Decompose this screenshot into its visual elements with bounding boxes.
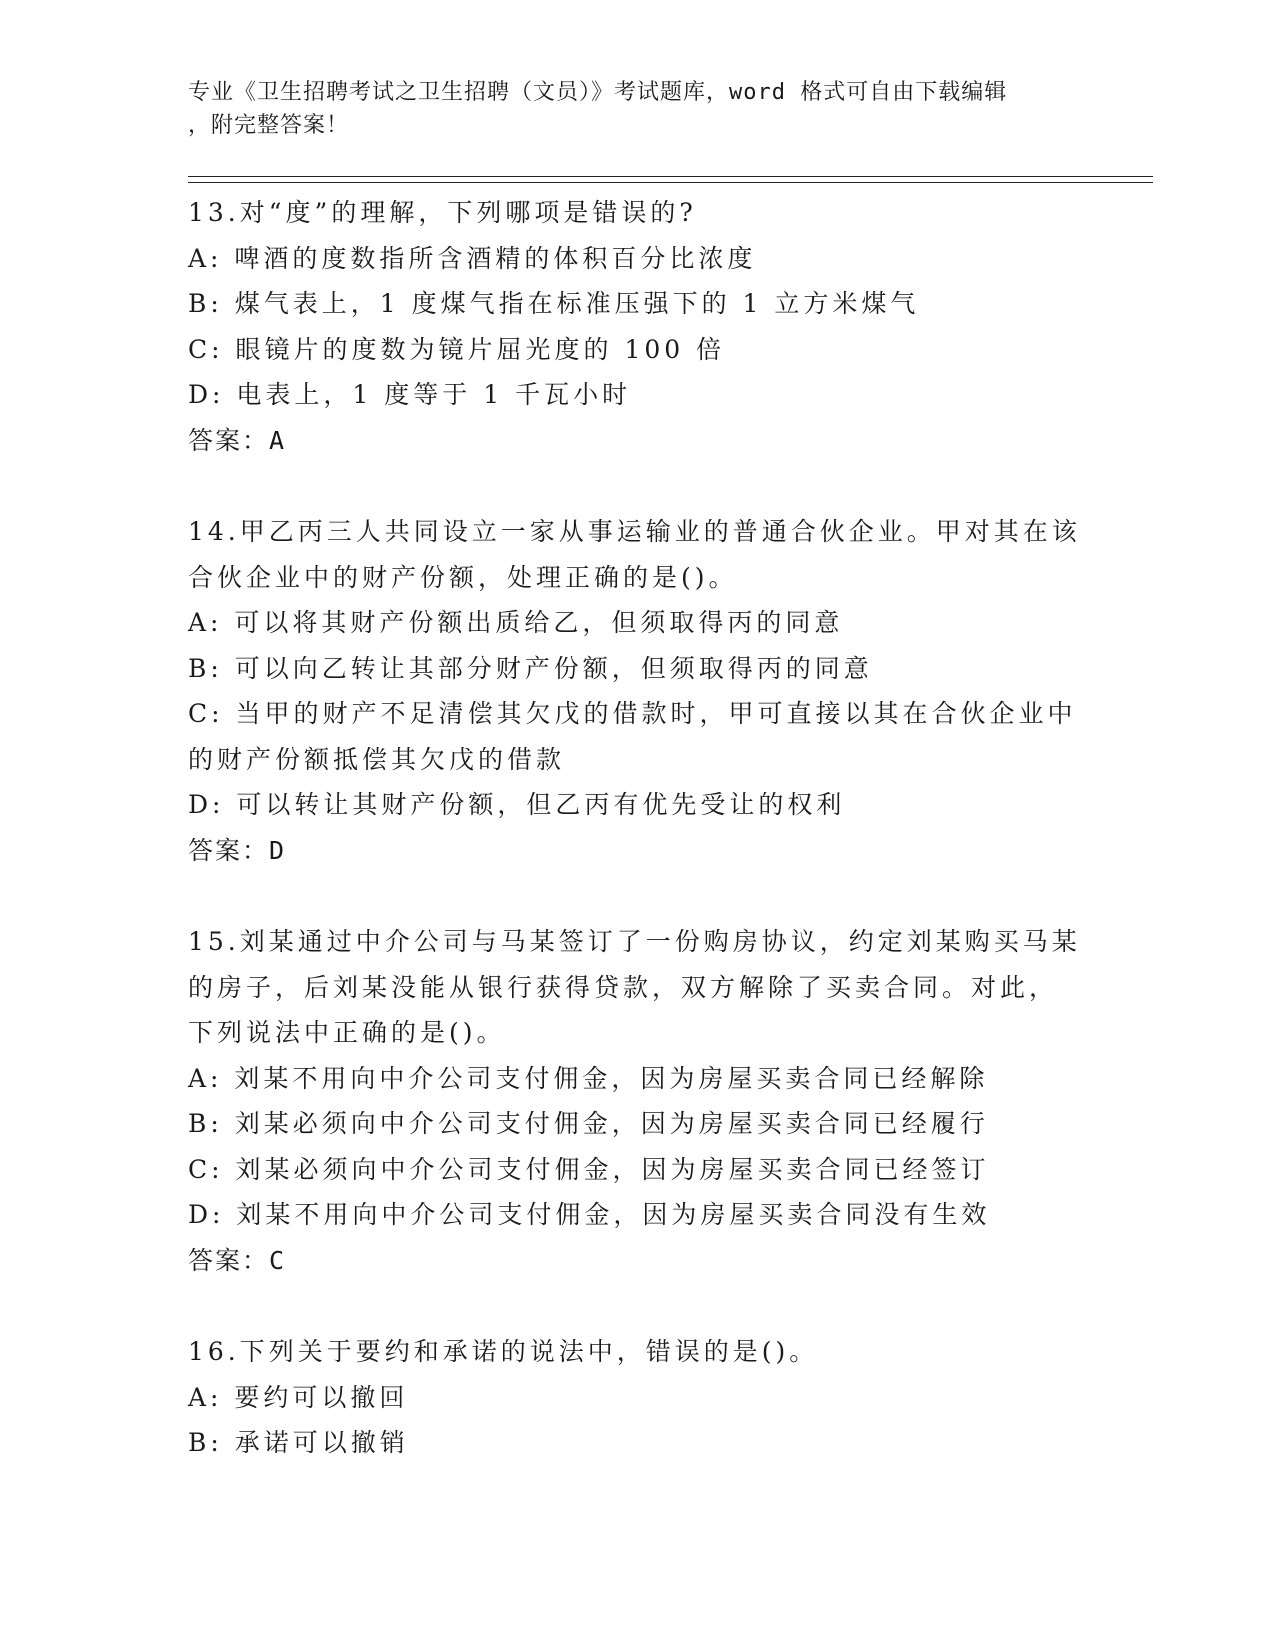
option-line: A: 啤酒的度数指所含酒精的体积百分比浓度 <box>188 243 757 273</box>
option-line: D: 可以转让其财产份额，但乙丙有优先受让的权利 <box>188 790 846 819</box>
option-line: A: 刘某不用向中介公司支付佣金，因为房屋买卖合同已经解除 <box>188 1063 989 1093</box>
option-line: 的财产份额抵偿其欠戊的借款 <box>188 744 566 774</box>
question-spacer <box>188 873 1088 919</box>
question-stem-line: 13.对“度”的理解，下列哪项是错误的? <box>188 198 697 227</box>
header-divider-top <box>188 176 1153 177</box>
option-line: D: 刘某不用向中介公司支付佣金，因为房屋买卖合同没有生效 <box>188 1200 991 1229</box>
option-line: C: 刘某必须向中介公司支付佣金，因为房屋买卖合同已经签订 <box>188 1154 990 1184</box>
option-line: B: 煤气表上，1 度煤气指在标准压强下的 1 立方米煤气 <box>188 289 920 318</box>
answer-line: 答案：C <box>188 1245 287 1275</box>
answer-line: 答案：A <box>188 425 287 455</box>
question-stem-line: 14.甲乙丙三人共同设立一家从事运输业的普通合伙企业。甲对其在该 <box>188 517 1081 546</box>
option-line: A: 要约可以撤回 <box>188 1382 409 1412</box>
header-divider-bottom <box>188 182 1153 183</box>
question-block <box>188 919 1088 1283</box>
question-block <box>188 190 1088 463</box>
option-line: D: 电表上，1 度等于 1 千瓦小时 <box>188 380 632 409</box>
question-spacer <box>188 463 1088 509</box>
question-stem-line: 16.下列关于要约和承诺的说法中，错误的是()。 <box>188 1337 819 1366</box>
option-line: A: 可以将其财产份额出质给乙，但须取得丙的同意 <box>188 608 844 637</box>
answer-line: 答案：D <box>188 835 287 865</box>
question-spacer <box>188 1283 1088 1329</box>
document-header <box>188 76 1068 142</box>
option-line: B: 承诺可以撤销 <box>188 1428 409 1457</box>
question-stem-line: 15.刘某通过中介公司与马某签订了一份购房协议，约定刘某购买马某 <box>188 927 1081 956</box>
question-block <box>188 509 1088 873</box>
question-stem-line: 的房子，后刘某没能从银行获得贷款，双方解除了买卖合同。对此， <box>188 972 1059 1002</box>
header-line-1: 专业《卫生招聘考试之卫生招聘（文员）》考试题库，word 格式可自由下载编辑 <box>188 80 1008 105</box>
option-line: C: 当甲的财产不足清偿其欠戊的借款时，甲可直接以其在合伙企业中 <box>188 699 1077 728</box>
question-stem-line: 合伙企业中的财产份额，处理正确的是()。 <box>188 562 738 592</box>
option-line: C: 眼镜片的度数为镜片屈光度的 100 倍 <box>188 334 726 364</box>
question-stem-line: 下列说法中正确的是()。 <box>188 1018 506 1047</box>
option-line: B: 可以向乙转让其部分财产份额，但须取得丙的同意 <box>188 653 873 683</box>
question-block <box>188 1329 1088 1466</box>
option-line: B: 刘某必须向中介公司支付佣金，因为房屋买卖合同已经履行 <box>188 1109 989 1138</box>
header-line-2: ，附完整答案！ <box>188 113 350 138</box>
question-list <box>188 190 1088 1466</box>
